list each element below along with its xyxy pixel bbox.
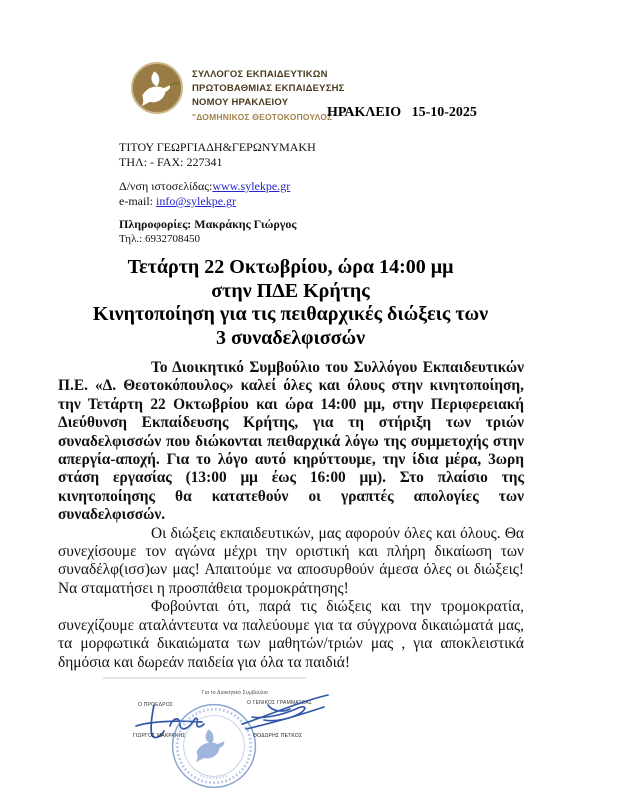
secretary-name: ΘΟΔΩΡΗΣ ΠΕΤΚΟΣ — [253, 733, 303, 739]
website-link[interactable]: www.sylekpe.gr — [212, 179, 291, 193]
phone-fax-line: ΤΗΛ: - FAX: 227341 — [119, 155, 223, 169]
body-paragraph: Οι διώξεις εκπαιδευτικών, μας αφορούν όλες και όλους. Θα συνεχίσουμε τον αγώνα μέχρι την οριστική και πλήρη δικαίωση των συναδέλφ(ισσ)ων μας! Απαιτούμε να αποσυρθούν άμεσα όλες οι διώξεις! Να σταματήσει η προσπάθεια τρομοκράτησης! — [58, 524, 524, 597]
website-line — [119, 179, 419, 194]
org-name-line: ΠΡΩΤΟΒΑΘΜΙΑΣ ΕΚΠΑΙΔΕΥΣΗΣ — [192, 83, 345, 94]
email-label: e-mail: — [119, 194, 156, 208]
for-board-label: Για το Διοικητικό Συμβούλιο — [202, 690, 268, 696]
dove-icon — [134, 65, 182, 113]
secretary-signature-icon — [238, 688, 334, 734]
contact-block — [119, 140, 419, 247]
president-title: Ο ΠΡΟΕΔΡΟΣ — [138, 702, 174, 708]
title-line: Τετάρτη 22 Οκτωβρίου, ώρα 14:00 μμ — [127, 256, 454, 278]
info-phone-line: Τηλ.: 6932708450 — [119, 233, 200, 245]
president-name: ΓΙΩΡΓΟΣ ΜΑΚΡΑΚΗΣ — [133, 733, 186, 739]
body-paragraph: Φοβούνται ότι, παρά τις διώξεις και την τρομοκρατία, συνεχίζουμε αταλάντευτα να παλεύουμε για τα σύγχρονα δικαιώματά μας, τα μορφωτικά δικαιώματα των μαθητών/τριών μας , για αποκλειστικά δημόσια και δωρεάν παιδεία για όλα τα παιδιά! — [58, 598, 524, 671]
city-and-date: ΗΡΑΚΛΕΙΟ 15-10-2025 — [327, 105, 477, 120]
org-name-line: ΣΥΛΛΟΓΟΣ ΕΚΠΑΙΔΕΥΤΙΚΩΝ — [192, 69, 328, 80]
document-title — [57, 256, 524, 350]
title-line: 3 συναδελφισσών — [215, 326, 366, 349]
email-link[interactable]: info@sylekpe.gr — [155, 194, 237, 208]
title-line: Κινητοποίηση για τις πειθαρχικές διώξεις των — [92, 303, 489, 325]
address-line: ΤΙΤΟΥ ΓΕΩΡΓΙΑΔΗ&ΓΕΡΩΝΥΜΑΚΗ — [119, 140, 316, 154]
secretary-title: Ο ΓΕΝΙΚΟΣ ΓΡΑΜΜΑΤΕΑΣ — [247, 700, 313, 706]
document-body — [58, 359, 524, 672]
association-logo — [131, 62, 183, 114]
title-line: στην ΠΔΕ Κρήτης — [211, 279, 370, 302]
org-subtitle: "ΔΟΜΗΝΙΚΟΣ ΘΕΟΤΟΚΟΠΟΥΛΟΣ" — [192, 112, 337, 122]
body-paragraph: Το Διοικητικό Συμβούλιο του Συλλόγου Εκπαιδευτικών Π.Ε. «Δ. Θεοτοκόπουλος» καλεί όλες και όλους στην κινητοποίηση, την Τετάρτη 22 Οκτωβρίου και ώρα 14:00 μμ, στην Περιφερειακή Διεύθυνση Εκπαίδευσης Κρήτης, για τη στήριξη των τριών συναδελφισσών που διώκονται πειθαρχικά λόγω της συμμετοχής στην απεργία-αποχή. Για το λόγο αυτό κηρύττουμε, την ίδια μέρα, 3ωρη στάση εργασίας (13:00 μμ έως 16:00 μμ). Στο πλαίσιο της κινητοποίησης θα κατατεθούν οι γραπτές απολογίες των συναδελφισσών. — [58, 359, 524, 524]
website-label: Δ/νση ιστοσελίδας: — [119, 179, 213, 193]
signature-block — [100, 688, 360, 793]
scan-artifact-rule — [103, 677, 306, 679]
org-name-line: ΝΟΜΟΥ ΗΡΑΚΛΕΙΟΥ — [192, 97, 289, 108]
email-line — [119, 194, 419, 209]
info-contact-line: Πληροφορίες: Μακράκης Γιώργος — [119, 217, 297, 231]
